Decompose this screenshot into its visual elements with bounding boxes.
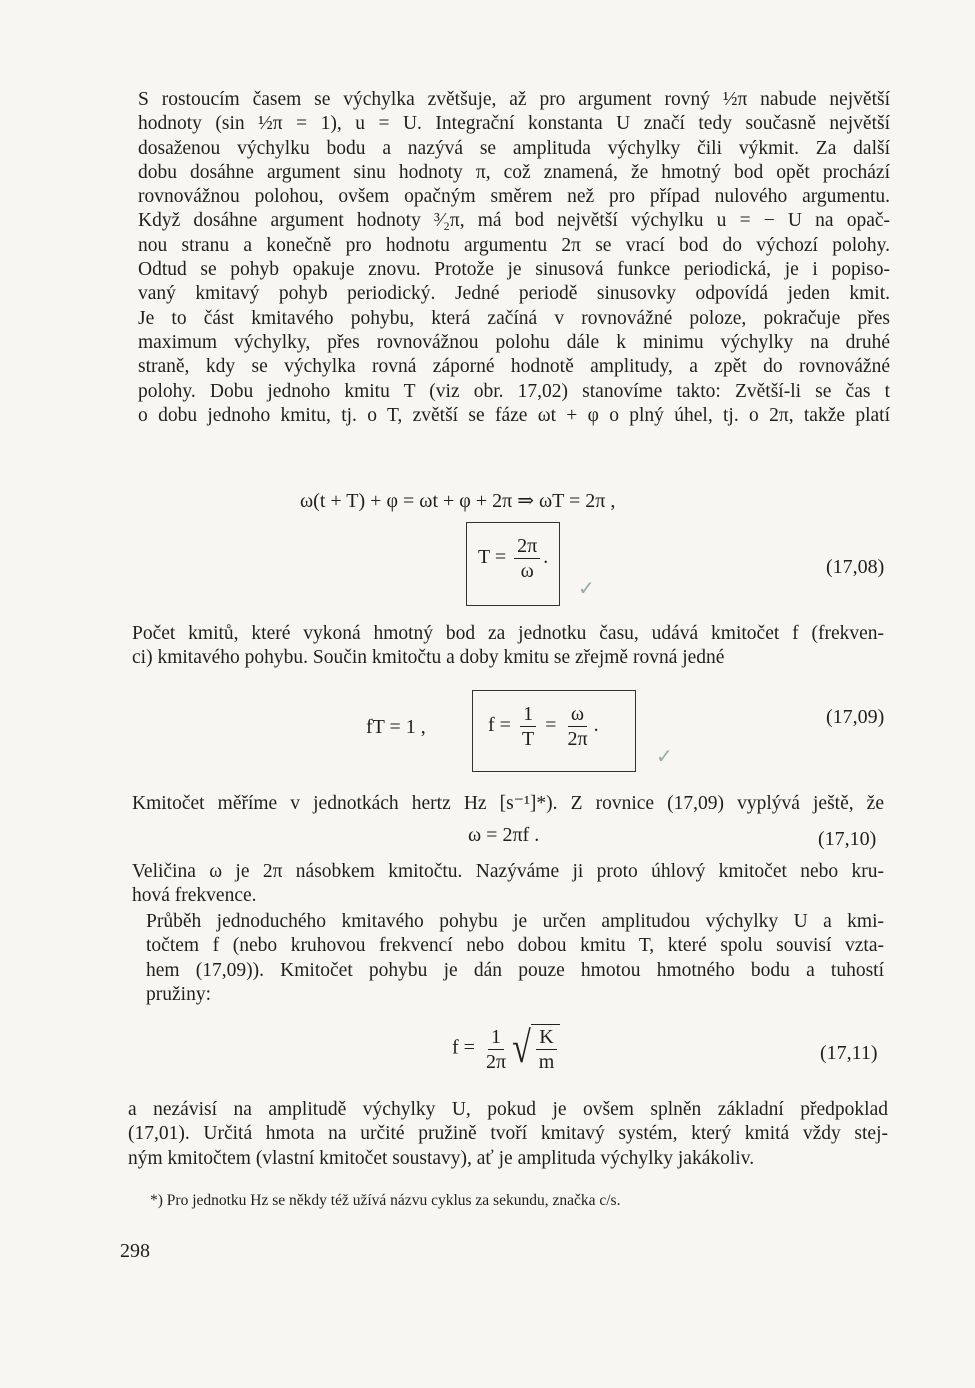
- fraction: [514, 534, 540, 583]
- paragraph-amplitude: [138, 88, 890, 428]
- fraction-denominator: m: [538, 1051, 555, 1073]
- eq-lhs: f =: [452, 1036, 480, 1059]
- pencil-check-mark-icon: ✓: [578, 578, 595, 600]
- fraction-numerator: 1: [520, 702, 536, 727]
- text-line: a nezávisí na amplitudě výchylky U, pokud je ovšem splněn základní předpoklad: [128, 1099, 888, 1120]
- paragraph-description: [132, 910, 884, 1007]
- paragraph-independence: [128, 1098, 888, 1171]
- pencil-check-mark-icon: ✓: [656, 746, 673, 768]
- fraction: [519, 702, 537, 751]
- eq-lhs: T =: [478, 546, 512, 569]
- footnote: *) Pro jednotku Hz se někdy též užívá názvu cyklus za sekundu, značka c/s.: [150, 1192, 621, 1209]
- fraction-numerator: 2π: [514, 534, 540, 559]
- square-root: [512, 1024, 560, 1074]
- equation-17-08: [478, 534, 548, 583]
- equation-17-10: ω = 2πf .: [468, 824, 540, 846]
- text-line: Počet kmitů, které vykoná hmotný bod za jednotku času, udává kmitočet f (frekven-: [132, 623, 884, 644]
- equation-period: ω(t + T) + φ = ωt + φ + 2π ⇒ ωT = 2π ,: [300, 490, 616, 512]
- equation-fT: fT = 1 ,: [366, 716, 426, 738]
- equation-label-17-09: (17,09): [826, 706, 885, 728]
- text-line: točtem f (nebo kruhovou frekvencí nebo dobou kmitu T, které spolu souvisí vzta-: [146, 935, 884, 957]
- equation-17-11: [452, 1024, 560, 1074]
- text-line: S rostoucím časem se výchylka zvětšuje, až pro argument rovný ½π nabude největší: [138, 89, 890, 110]
- fraction-numerator: ω: [568, 702, 587, 727]
- eq-end: .: [543, 546, 549, 569]
- text-line: dosaženou výchylku bodu a nazývá se amplituda výchylky čili výkmit. Za další: [138, 137, 890, 159]
- equation-label-17-10: (17,10): [818, 828, 877, 850]
- text-line: nou stranu a konečně pro hodnotu argumentu 2π se vrací bod do výchozí polohy.: [138, 234, 890, 256]
- text-line: Veličina ω je 2π násobkem kmitočtu. Nazýváme ji proto úhlový kmitočet nebo kru-: [132, 861, 884, 882]
- text-line: rovnovážnou polohou, ovšem opačným směrem než pro případ nulového argumentu.: [138, 186, 890, 208]
- text-line: pružiny:: [146, 983, 211, 1005]
- paragraph-frequency: [132, 622, 884, 671]
- fraction-denominator: T: [521, 728, 535, 750]
- fraction-numerator: 1: [488, 1025, 504, 1050]
- text-line: Odtud se pohyb opakuje znovu. Protože je sinusová funkce periodická, je i popiso-: [138, 259, 890, 281]
- text-line: vaný kmitavý pohyb periodický. Jedné periodě sinusovky odpovídá jeden kmit.: [138, 283, 890, 305]
- equation-17-09: [488, 702, 599, 751]
- text-line: dobu dosáhne argument sinu hodnoty π, což znamená, že hmotný bod opět prochází: [138, 161, 890, 183]
- text-line: Je to část kmitavého pohybu, která začíná v rovnovážné poloze, pokračuje přes: [138, 307, 890, 329]
- text-line: ci) kmitavého pohybu. Součin kmitočtu a doby kmitu se zřejmě rovná jedné: [132, 647, 725, 669]
- fraction-denominator: 2π: [485, 1050, 507, 1073]
- text-line: ným kmitočtem (vlastní kmitočet soustavy), ať je amplituda výchylky jakákoliv.: [128, 1147, 755, 1169]
- text-line: Kmitočet měříme v jednotkách hertz Hz [s⁻¹]*). Z rovnice (17,09) vyplývá ještě, že: [132, 793, 884, 814]
- fraction-denominator: 2π: [567, 728, 588, 750]
- text-line: Průběh jednoduchého kmitavého pohybu je určen amplitudou výchylky U a kmi-: [146, 911, 884, 932]
- text-line: maximum výchylky, přes rovnovážnou polohu dále k minimu výchylky na druhé: [138, 331, 890, 353]
- equation-label-17-08: (17,08): [826, 556, 885, 578]
- fraction: [536, 1025, 558, 1074]
- text-line: (17,01). Určitá hmota na určité pružině tvoří kmitavý systém, který kmitá vždy stej-: [128, 1123, 888, 1145]
- eq-lhs: f =: [488, 714, 516, 737]
- fraction-numerator: K: [536, 1025, 556, 1050]
- radical-sign-icon: √: [512, 1024, 531, 1073]
- eq-equals: =: [540, 714, 562, 737]
- paragraph-units: [132, 792, 884, 816]
- eq-end: .: [593, 714, 599, 737]
- text-line: straně, kdy se výchylka rovná záporné hodnotě amplitudy, a zpět do rovnovážné: [138, 356, 890, 378]
- fraction-denominator: ω: [520, 560, 534, 582]
- fraction: [483, 1025, 509, 1074]
- text-line: hová frekvence.: [132, 885, 257, 907]
- fraction: [564, 702, 590, 751]
- text-line: hodnoty (sin ½π = 1), u = U. Integrační konstanta U značí tedy současně největší: [138, 113, 890, 135]
- text-line: polohy. Dobu jednoho kmitu T (viz obr. 17,02) stanovíme takto: Zvětší-li se čas t: [138, 380, 890, 402]
- text-line: o dobu jednoho kmitu, tj. o T, zvětší se fáze ωt + φ o plný úhel, tj. o 2π, takže platí: [138, 404, 890, 426]
- text-line: Když dosáhne argument hodnoty ³⁄₂π, má bod největší výchylku u = − U na opač-: [138, 210, 890, 232]
- paragraph-angular: [132, 860, 884, 909]
- radicand: [531, 1024, 561, 1074]
- equation-label-17-11: (17,11): [820, 1042, 878, 1064]
- page-number: 298: [120, 1240, 150, 1262]
- text-line: hem (17,09)). Kmitočet pohybu je dán pouze hmotou hmotného bodu a tuhostí: [146, 959, 884, 981]
